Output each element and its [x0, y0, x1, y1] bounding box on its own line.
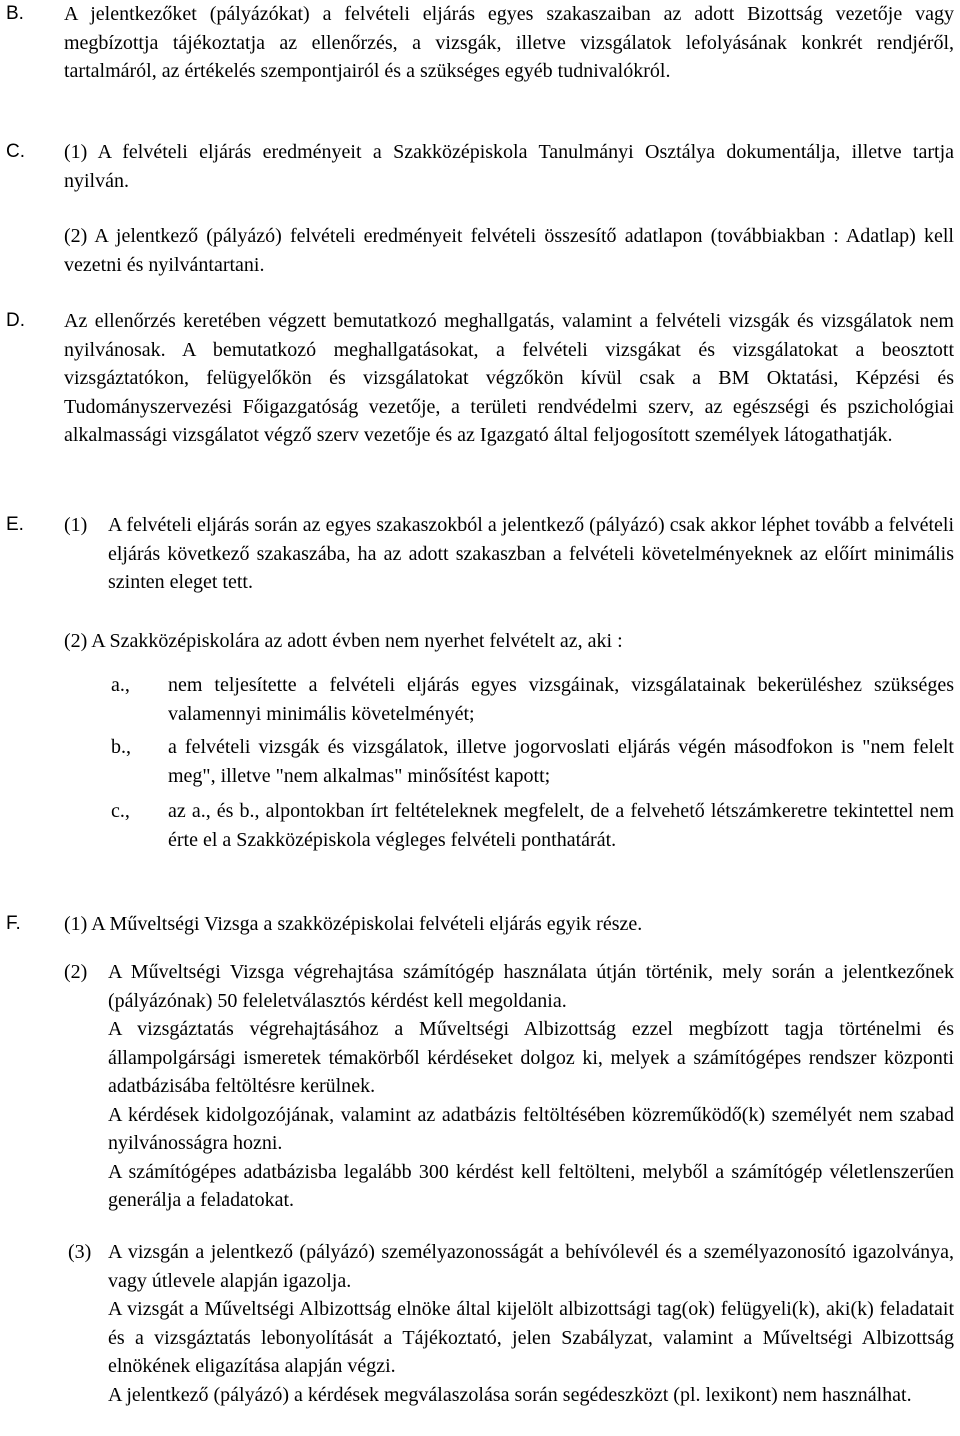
section-e-paragraph-2: (2) A Szakközépiskolára az adott évben nem nyerhet felvételt az, aki : — [64, 630, 623, 652]
section-e-p1-number: (1) — [64, 514, 88, 536]
section-f-p2-line-4: A számítógépes adatbázisba legalább 300 kérdést kell feltölteni, melyből a számítógép véletlenszerűen generálja a feladatokat. — [108, 1160, 954, 1211]
section-f-p2-number: (2) — [64, 961, 88, 983]
section-f-paragraph-3 — [108, 1238, 954, 1409]
section-f-p3-line-1: A vizsgán a jelentkező (pályázó) személyazonosságát a behívólevél és a személyazonosító igazolványa, vagy útlevele alapján igazolja. — [108, 1241, 954, 1292]
list-label-a: a., — [111, 674, 130, 696]
list-label-b: b., — [111, 736, 131, 758]
section-f-p2-line-2: A vizsgáztatás végrehajtásához a Műveltségi Albizottság ezzel megbízott tagja történelmi és állampolgársági ismeretek témakörből kérdéseket dolgoz ki, melyek a számítógépes rendszer központi adatbázisába feltöltésre kerülnek. — [108, 1018, 954, 1097]
section-letter-e: E. — [6, 514, 24, 535]
section-f-p3-number: (3) — [68, 1241, 92, 1263]
section-f-p3-line-3: A jelentkező (pályázó) a kérdések megválaszolása során segédeszközt (pl. lexikont) nem használhat. — [108, 1383, 912, 1406]
section-b-text: A jelentkezőket (pályázókat) a felvételi eljárás egyes szakaszaiban az adott Bizottság vezetője vagy megbízottja tájékoztatja az ellenőrzés, a vizsgák, illetve vizsgálatok lefolyásának konkrét rendjéről, tartalmáról, az értékelés szempontjairól és a szükséges egyéb tudnivalókról. — [64, 3, 954, 82]
list-text-c: az a., és b., alpontokban írt feltételeknek megfelelt, de a felvehető létszámkeretre tekintettel nem érte el a Szakközépiskola végleges felvételi ponthatárát. — [168, 800, 954, 851]
list-text-b: a felvételi vizsgák és vizsgálatok, illetve jogorvoslati eljárás végén másodfokon is "nem felelt meg", illetve "nem alkalmas" minősítést kapott; — [168, 736, 954, 787]
section-c-paragraph-2: (2) A jelentkező (pályázó) felvételi eredményeit felvételi összesítő adatlapon (továbbiakban : Adatlap) kell vezetni és nyilvántartani. — [64, 225, 954, 276]
section-letter-b: B. — [6, 3, 24, 24]
section-letter-f: F. — [6, 913, 21, 934]
section-f-paragraph-2 — [108, 958, 954, 1215]
section-letter-c: C. — [6, 141, 25, 162]
section-f-p3-line-2: A vizsgát a Műveltségi Albizottság elnöke által kijelölt albizottsági tag(ok) felügyeli(k), aki(k) feladatait és a vizsgáztatás lebonyolítását a Tájékoztató, jelen Szabályzat, valamint a Műveltségi Albizottság elnökének eligazítása alapján végzi. — [108, 1298, 954, 1377]
section-d-text: Az ellenőrzés keretében végzett bemutatkozó meghallgatás, valamint a felvételi vizsgák és vizsgálatok nem nyilvánosak. A bemutatkozó meghallgatásokat, a felvételi vizsgákat és vizsgálatokat a beosztott vizsgáztatókon, felügyelőkön és vizsgálatokat végzőkön kívül csak a BM Oktatási, Képzési és Tudományszervezési Főigazgatóság vezetője, a területi rendvédelmi szerv, az egészségi és pszichológiai alkalmassági vizsgálatot végző szerv vezetője és az Igazgató által feljogosított személyek látogathatják. — [64, 310, 954, 446]
section-e-paragraph-1: A felvételi eljárás során az egyes szakaszokból a jelentkező (pályázó) csak akkor léphet tovább a felvételi eljárás következő szakaszába, ha az adott szakaszban a felvételi követelményeknek az előírt minimális szinten eleget tett. — [108, 514, 954, 593]
section-c-paragraph-1: (1) A felvételi eljárás eredményeit a Szakközépiskola Tanulmányi Osztálya dokumentálja, illetve tartja nyilván. — [64, 141, 954, 192]
list-label-c: c., — [111, 800, 130, 822]
list-text-a: nem teljesítette a felvételi eljárás egyes vizsgáinak, vizsgálatainak bekerüléshez szükséges valamennyi minimális követelményét; — [168, 674, 954, 725]
section-f-p2-line-1: A Műveltségi Vizsga végrehajtása számítógép használata útján történik, mely során a jelentkezőnek (pályázónak) 50 feleletválasztós kérdést kell megoldania. — [108, 961, 954, 1012]
section-letter-d: D. — [6, 310, 25, 331]
section-f-p2-line-3: A kérdések kidolgozójának, valamint az adatbázis feltöltésében közreműködő(k) személyét nem szabad nyilvánosságra hozni. — [108, 1103, 954, 1154]
section-f-paragraph-1: (1) A Műveltségi Vizsga a szakközépiskolai felvételi eljárás egyik része. — [64, 913, 643, 935]
